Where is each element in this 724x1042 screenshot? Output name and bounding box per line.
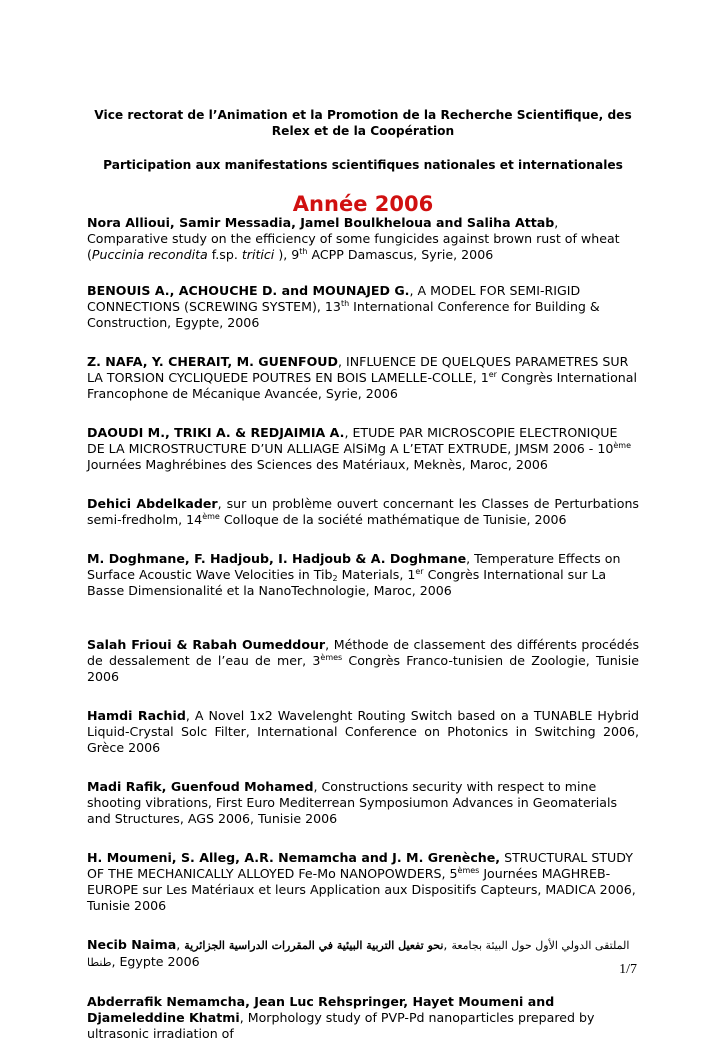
entry-10: H. Moumeni, S. Alleg, A.R. Nemamcha and J. M. Grenèche, STRUCTURAL STUDY OF THE MECHANICALLY ALLOYED Fe-Mo NANOPOWDERS, 5èmes Journées MAGHREB-EUROPE sur Les Matériaux et leurs Application aux Dispositifs Capteurs, MADICA 2006, Tunisie 2006 [87, 850, 636, 913]
entry-6: M. Doghmane, F. Hadjoub, I. Hadjoub & A. Doghmane, Temperature Effects on Surface Acoustic Wave Velocities in Tib$_2$ Materials, 1er Congrès International sur La Basse Dimensionalité et la NanoTechnologie, Maroc, 2006 [87, 551, 621, 598]
entry-authors: M. Doghmane, F. Hadjoub, I. Hadjoub & A. Doghmane [87, 551, 467, 566]
document-page [87, 107, 639, 1042]
entry-9: Madi Rafik, Guenfoud Mohamed, Constructions security with respect to mine shooting vibrations, First Euro Mediterrean Symposiumon Advances in Geomaterials and Structures, AGS 2006, Tunisie 2006 [87, 779, 618, 826]
header-line-1: Vice rectorat de l’Animation et la Promotion de la Recherche Scientifique, des [94, 108, 632, 122]
entry-authors: Hamdi Rachid [87, 708, 186, 723]
entry-2: BENOUIS A., ACHOUCHE D. and MOUNAJED G., A MODEL FOR SEMI-RIGID CONNECTIONS (SCREWING SYSTEM), 13th International Conference for Building & Construction, Egypte, 2006 [87, 283, 600, 330]
entry-1: Nora Allioui, Samir Messadia, Jamel Boulkheloua and Saliha Attab, Comparative study on the efficiency of some fungicides against brown rust of wheat (Puccinia recondita f.sp. tritici ), 9th ACPP Damascus, Syrie, 2006 [87, 215, 620, 262]
header-institution [87, 107, 639, 139]
entry-11: Necib Naima, نحو تفعيل التربية البيئية في المقررات الدراسية الجزائرية, الملتقى الدولي الأول حول البيئة بجامعة طنطا, Egypte 2006 [87, 937, 630, 969]
entry-authors: Dehici Abdelkader [87, 496, 218, 511]
entry-5: Dehici Abdelkader, sur un problème ouvert concernant les Classes de Perturbations semi-fredholm, 14ème Colloque de la société mathématique de Tunisie, 2006 [87, 496, 639, 527]
entry-authors: Nora Allioui, Samir Messadia, Jamel Boulkheloua and Saliha Attab [87, 215, 555, 230]
entry-authors: Salah Frioui & Rabah Oumeddour [87, 637, 326, 652]
arabic-event: الملتقى الدولي الأول حول البيئة بجامعة طنطا [87, 939, 630, 969]
entry-authors: DAOUDI M., TRIKI A. & REDJAIMIA A. [87, 425, 345, 440]
entry-4: DAOUDI M., TRIKI A. & REDJAIMIA A., ETUDE PAR MICROSCOPIE ELECTRONIQUE DE LA MICROSTRUCTURE D’UN ALLIAGE AlSiMg A L’ETAT EXTRUDE, JMSM 2006 - 10ème Journées Maghrébines des Sciences des Matériaux, Meknès, Maroc, 2006 [87, 425, 632, 472]
entry-8: Hamdi Rachid, A Novel 1x2 Wavelenght Routing Switch based on a TUNABLE Hybrid Liquid-Crystal Solc Filter, International Conference on Photonics in Switching 2006, Grèce 2006 [87, 708, 639, 755]
entry-7: Salah Frioui & Rabah Oumeddour, Méthode de classement des différents procédés de dessalement de l’eau de mer, 3èmes Congrès Franco-tunisien de Zoologie, Tunisie 2006 [87, 637, 640, 684]
entry-authors: Z. NAFA, Y. CHERAIT, M. GUENFOUD [87, 354, 338, 369]
header-subtitle: Participation aux manifestations scientifiques nationales et internationales [103, 158, 623, 172]
arabic-title: نحو تفعيل التربية البيئية في المقررات الدراسية الجزائرية [184, 939, 444, 952]
entry-12: Abderrafik Nemamcha, Jean Luc Rehspringer, Hayet Moumeni and Djameleddine Khatmi, Morphology study of PVP-Pd nanoparticles prepared by ultrasonic irradiation of [87, 994, 595, 1041]
year-title: Année 2006 [292, 192, 434, 216]
page-number: 1/7 [619, 962, 637, 977]
entry-authors: BENOUIS A., ACHOUCHE D. and MOUNAJED G. [87, 283, 410, 298]
entry-3: Z. NAFA, Y. CHERAIT, M. GUENFOUD, INFLUENCE DE QUELQUES PARAMETRES SUR LA TORSION CYCLIQUEDE POUTRES EN BOIS LAMELLE-COLLE, 1er Congrès International Francophone de Mécanique Avancée, Syrie, 2006 [87, 354, 638, 401]
entry-authors: Abderrafik Nemamcha, Jean Luc Rehspringer, Hayet Moumeni and Djameleddine Khatmi [87, 994, 555, 1025]
header-line-2: Relex et de la Coopération [271, 124, 455, 138]
entry-authors: Necib Naima [87, 937, 177, 952]
entry-authors: Madi Rafik, Guenfoud Mohamed [87, 779, 314, 794]
entry-authors: H. Moumeni, S. Alleg, A.R. Nemamcha and J. M. Grenèche, [87, 850, 501, 865]
